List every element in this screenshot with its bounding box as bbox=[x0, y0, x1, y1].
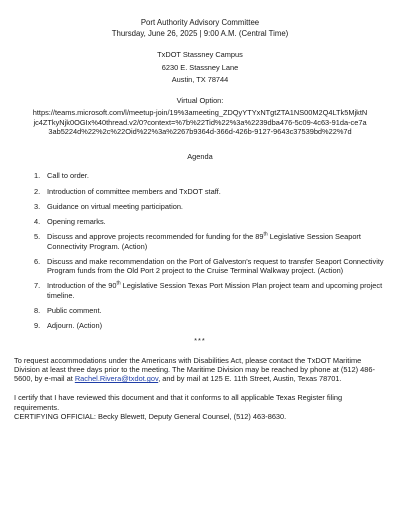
agenda-list bbox=[14, 171, 386, 330]
agenda-item-text: Adjourn. (Action) bbox=[47, 321, 103, 331]
accommodations-paragraph bbox=[14, 356, 386, 384]
agenda-item-text: Discuss and make recommendation on the Port of Galveston's request to transfer Seaport Connectivity Program funds from the Old Port 2 project to the Cruise Terminal Walkway project. (Action) bbox=[47, 256, 384, 276]
agenda-item bbox=[34, 321, 386, 330]
agenda-item-number: 4. bbox=[34, 217, 41, 227]
agenda-heading: Agenda bbox=[187, 152, 213, 162]
agenda-item-number: 7. bbox=[34, 281, 41, 291]
agenda-item bbox=[34, 187, 386, 196]
ordinal-suffix: th bbox=[263, 232, 268, 238]
agenda-item-text-end: Legislative Session Texas Port Mission Plan project team and upcoming project timeline. bbox=[47, 281, 383, 300]
agenda-item bbox=[34, 202, 386, 211]
agenda-item bbox=[34, 306, 386, 315]
agenda-item-text: Public comment. bbox=[47, 305, 102, 315]
teams-meeting-link[interactable]: https://teams.microsoft.com/l/meetup-join/19%3ameeting_ZDQyYTYxNTgtZTA1NS00M2Q4LTk5MjktNjc4ZTkyNjk0OGIx%40thread.v2/0?context=%7b%22Tid%22%3a%2239dba476-5c09-4c63-91da-ce7a3ab5224d%22%2c%22Oid%22%3a%2267b9364d-366d-426b-9127-9643c37539bd%22%7d bbox=[32, 108, 368, 136]
agenda-item-text bbox=[47, 281, 386, 300]
agenda-item-number: 9. bbox=[34, 321, 41, 331]
ordinal-suffix: th bbox=[116, 281, 121, 287]
certification-block bbox=[14, 393, 386, 421]
agenda-item-number: 5. bbox=[34, 232, 41, 242]
certification-statement: I certify that I have reviewed this document and that it conforms to all applicable Texas Register filing requirements. bbox=[14, 393, 343, 412]
certifying-official: CERTIFYING OFFICIAL: Becky Blewett, Deputy General Counsel, (512) 463-8630. bbox=[14, 411, 287, 421]
venue-city: Austin, TX 78744 bbox=[171, 74, 229, 84]
accommodations-text-end: , and by mail at 125 E. 11th Street, Austin, Texas 78701. bbox=[158, 374, 342, 384]
meeting-date: Thursday, June 26, 2025 | 9:00 A.M. (Central Time) bbox=[111, 28, 289, 38]
agenda-item-text bbox=[47, 232, 386, 251]
agenda-item-text: Opening remarks. bbox=[47, 217, 106, 227]
venue-name: TxDOT Stassney Campus bbox=[157, 50, 243, 60]
venue-block bbox=[14, 50, 386, 84]
virtual-block bbox=[14, 96, 386, 136]
venue-street: 6230 E. Stassney Lane bbox=[161, 62, 239, 72]
notice-page bbox=[0, 18, 400, 510]
agenda-item-text: Guidance on virtual meeting participation. bbox=[47, 201, 183, 211]
agenda-item bbox=[34, 217, 386, 226]
agenda-item-number: 3. bbox=[34, 201, 41, 211]
agenda-item-number: 1. bbox=[34, 171, 41, 181]
section-separator: *** bbox=[194, 336, 206, 346]
agenda-item-number: 8. bbox=[34, 305, 41, 315]
agenda-item bbox=[34, 281, 386, 300]
agenda-item-text-end: Legislative Session Seaport Connectivity Program. (Action) bbox=[47, 232, 361, 251]
agenda-item-number: 6. bbox=[34, 256, 41, 266]
agenda-item bbox=[34, 171, 386, 180]
agenda-item-text-start: Introduction of the 90 bbox=[47, 281, 117, 291]
agenda-item bbox=[34, 257, 386, 276]
agenda-item-number: 2. bbox=[34, 186, 41, 196]
agenda-item-text: Introduction of committee members and TxDOT staff. bbox=[47, 186, 221, 196]
agenda-item bbox=[34, 232, 386, 251]
agenda-item-text: Call to order. bbox=[47, 171, 89, 181]
accommodations-text: To request accommodations under the Americans with Disabilities Act, please contact the TxDOT Maritime Division at least three days prior to the meeting. The Maritime Division may be reached by phone at (512) 486-5600, by e-mail at bbox=[14, 355, 375, 384]
virtual-option-label: Virtual Option: bbox=[176, 96, 224, 106]
email-link[interactable]: Rachel.Rivera@txdot.gov bbox=[74, 374, 159, 384]
committee-title: Port Authority Advisory Committee bbox=[140, 18, 260, 27]
agenda-item-text-start: Discuss and approve projects recommended for funding for the 89 bbox=[47, 232, 264, 242]
